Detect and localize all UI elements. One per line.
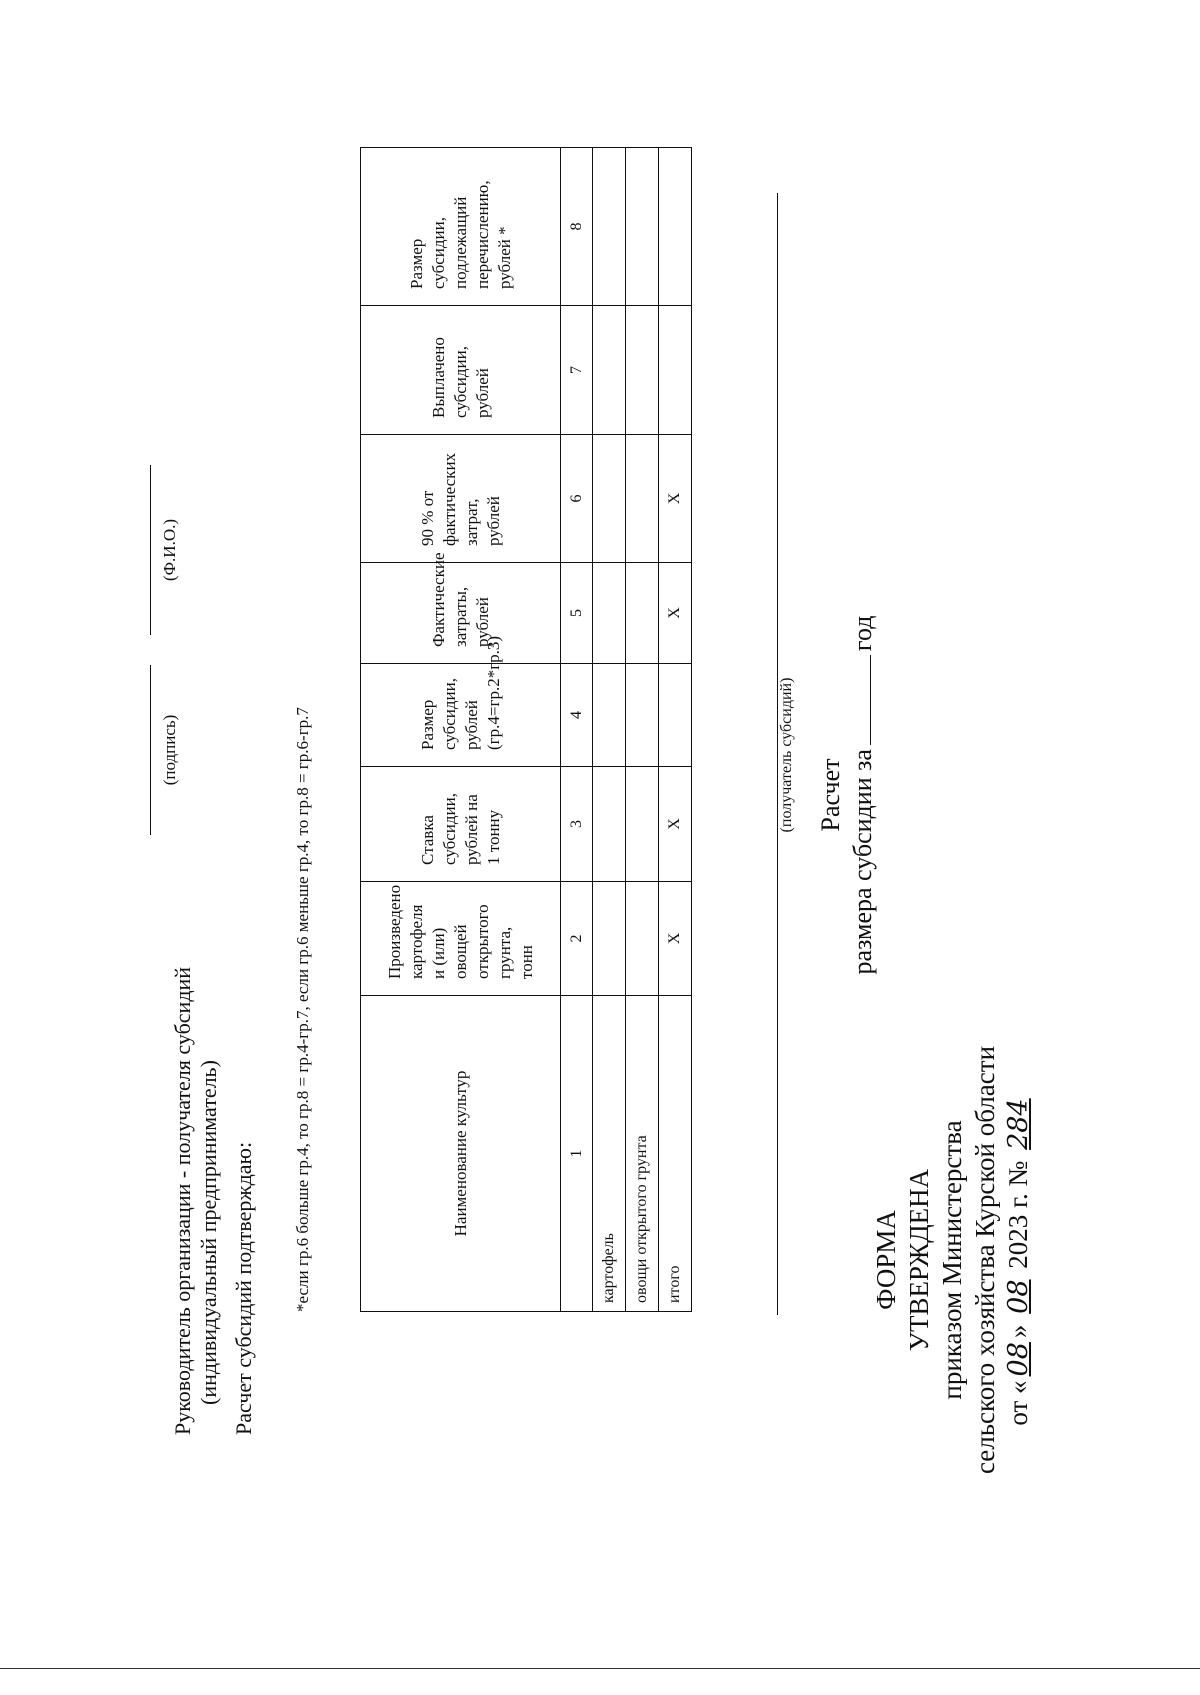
approval-stamp <box>870 1025 1035 1495</box>
x-mark: Х <box>659 767 692 882</box>
approval-date-mid: » <box>1003 1324 1033 1339</box>
recipient-caption: (получатель субсидий) <box>778 677 795 833</box>
approval-approved-label: УТВЕРЖДЕНА <box>904 1168 934 1352</box>
title-suffix: год <box>848 615 877 652</box>
approval-order-label: приказом Министерства <box>937 1120 967 1400</box>
approval-ministry-label: сельского хозяйства Курской области <box>970 1045 1000 1475</box>
head-of-organization-label <box>170 835 222 1435</box>
subsidy-calculation-table <box>360 147 692 1312</box>
approval-form-label: ФОРМА <box>871 1210 901 1310</box>
signature-line <box>150 665 151 835</box>
header-90-percent: 90 % от фактических затрат, рублей <box>361 435 561 563</box>
table-cell <box>626 435 659 563</box>
table-cell <box>626 664 659 767</box>
column-number: 7 <box>561 306 593 435</box>
column-number: 6 <box>561 435 593 563</box>
header-actual-costs: Фактические затраты, рублей <box>361 563 561 664</box>
table-row-total <box>659 148 692 1312</box>
table-cell <box>659 306 692 435</box>
table-cell <box>626 882 659 996</box>
approval-date-year: 2023 г. № <box>1003 1160 1033 1269</box>
head-label-line-1: Руководитель организации - получателя субсидий <box>170 966 195 1435</box>
footnote: *если гр.6 больше гр.4, то гр.8 = гр.4-гр.7, если гр.6 меньше гр.4, то гр.8 = гр.6-гр.7 <box>293 707 312 1312</box>
column-number: 2 <box>561 882 593 996</box>
column-number: 4 <box>561 664 593 767</box>
column-number: 8 <box>561 148 593 306</box>
document-title <box>815 515 879 1075</box>
table-row-vegetables <box>626 148 659 1312</box>
table-cell <box>593 148 626 306</box>
table-number-row <box>561 148 593 1312</box>
header-crop-name: Наименование культур <box>361 996 561 1312</box>
table-cell <box>659 664 692 767</box>
full-name-caption: (Ф.И.О.) <box>160 518 179 582</box>
approval-date-line <box>1002 1025 1035 1495</box>
table-cell <box>626 767 659 882</box>
x-mark: Х <box>659 563 692 664</box>
header-subsidy-size: Размер субсидии, рублей (гр.4=гр.2*гр.3) <box>361 664 561 767</box>
table-cell <box>626 306 659 435</box>
table-cell <box>593 306 626 435</box>
header-rate: Ставка субсидии, рублей на 1 тонну <box>361 767 561 882</box>
column-number: 1 <box>561 996 593 1312</box>
row-name: овощи открытого грунта <box>626 996 659 1312</box>
table-cell <box>626 563 659 664</box>
table-cell <box>593 882 626 996</box>
header-to-transfer: Размер субсидии, подлежащий перечислению, рублей * <box>361 148 561 306</box>
table-cell <box>659 148 692 306</box>
table-cell <box>626 148 659 306</box>
row-name: картофель <box>593 996 626 1312</box>
approval-date-month: 08 <box>1003 1279 1034 1314</box>
year-blank <box>851 655 871 745</box>
head-label-line-2: (индивидуальный предприниматель) <box>196 1060 221 1405</box>
full-name-line <box>150 465 151 635</box>
table-row-potato <box>593 148 626 1312</box>
table-header-row <box>361 148 561 1312</box>
table-cell <box>593 563 626 664</box>
table-cell <box>593 767 626 882</box>
header-paid: Выплачено субсидии, рублей <box>361 306 561 435</box>
title-line-2 <box>847 515 879 1075</box>
approval-date-prefix: от « <box>1003 1380 1033 1426</box>
approval-order-number: 284 <box>1003 1098 1034 1150</box>
column-number: 5 <box>561 563 593 664</box>
title-prefix: размера субсидии за <box>848 749 877 975</box>
x-mark: Х <box>659 882 692 996</box>
confirmation-label: Расчет субсидий подтверждаю: <box>231 1141 256 1435</box>
x-mark: Х <box>659 435 692 563</box>
title-line-1: Расчет <box>816 758 845 832</box>
approval-date-day: 08 <box>1003 1342 1034 1377</box>
header-produced: Произведено картофеля и (или) овощей открытого грунта, тонн <box>361 882 561 996</box>
row-name: итого <box>659 996 692 1312</box>
signature-caption: (подпись) <box>160 714 179 786</box>
column-number: 3 <box>561 767 593 882</box>
table-cell <box>593 664 626 767</box>
table-cell <box>593 435 626 563</box>
